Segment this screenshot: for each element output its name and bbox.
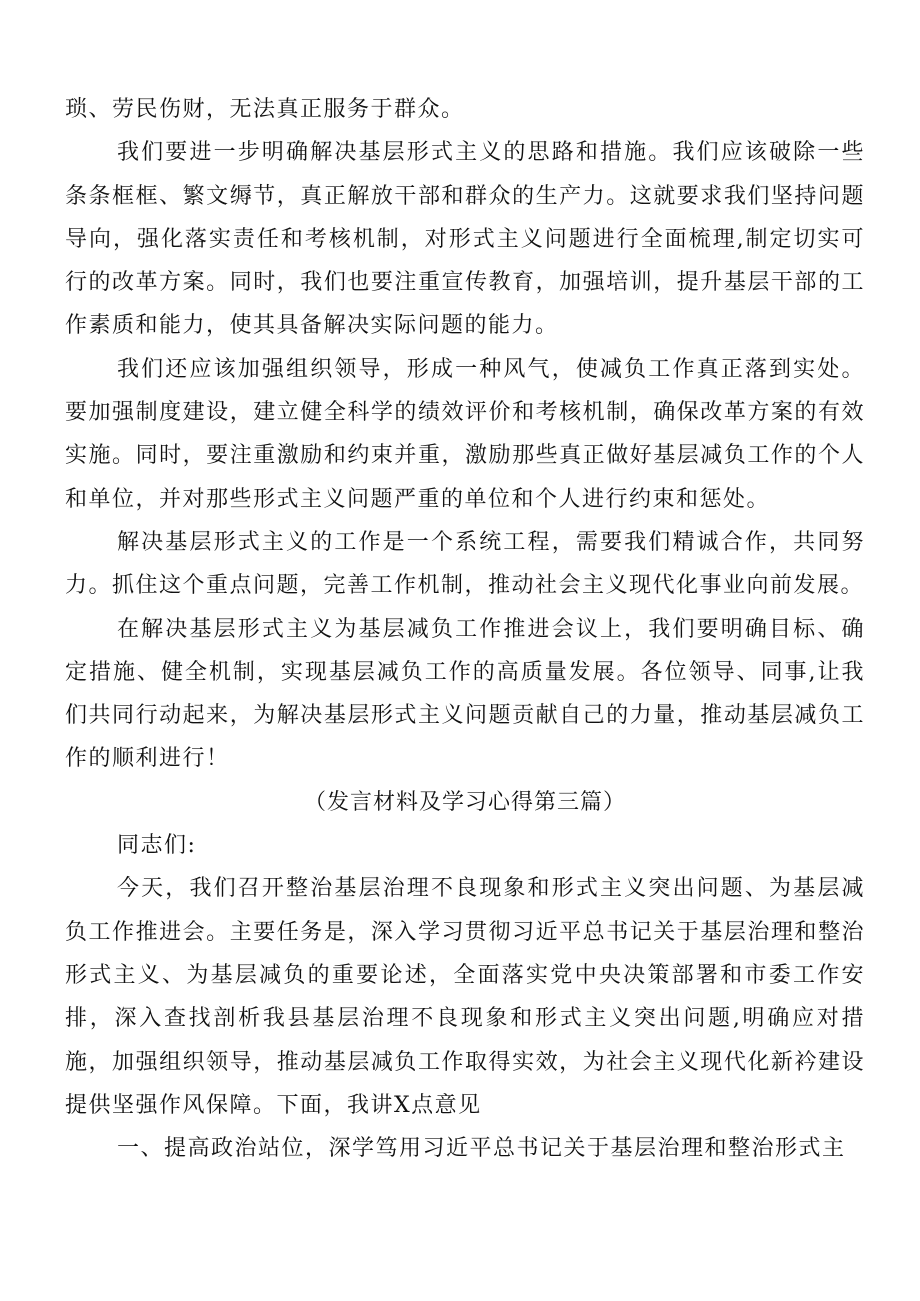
paragraph-system-project: 解决基层形式主义的工作是一个系统工程，需要我们精诚合作，共同努力。抓住这个重点问题，完善工作机制，推动社会主义现代化事业向前发展。 <box>65 529 865 599</box>
heading-point-one: 一、提高政治站位，深学笃用习近平总书记关于基层治理和整治形式主 <box>117 1136 846 1162</box>
paragraph-measures: 我们要进一步明确解决基层形式主义的思路和措施。我们应该破除一些条条框框、繁文缛节，真正解放干部和群众的生产力。这就要求我们坚持问题导向，强化落实责任和考核机制，对形式主义问题进行全面梳理,制定切实可行的改革方案。同时，我们也要注重宣传教育，加强培训，提升基层干部的工作素质和能力，使其具备解决实际问题的能力。 <box>65 140 865 339</box>
paragraph-leadership: 我们还应该加强组织领导，形成一种风气，使减负工作真正落到实处。要加强制度建设，建立健全科学的绩效评价和考核机制，确保改革方案的有效实施。同时，要注重激励和约束并重，激励那些真正做好基层减负工作的个人和单位，并对那些形式主义问题严重的单位和个人进行约束和惩处。 <box>65 356 865 512</box>
paragraph-continuation: 琐、劳民伤财，无法真正服务于群众。 <box>65 97 465 122</box>
paragraph-meeting-intro: 今天，我们召开整治基层治理不良现象和形式主义突出问题、为基层减负工作推进会。主要任务是，深入学习贯彻习近平总书记关于基层治理和整治形式主义、为基层减负的重要论述，全面落实党中央决策部署和市委工作安排，深入查找剖析我县基层治理不良现象和形式主义突出问题,明确应对措施，加强组织领导，推动基层减负工作取得实效，为社会主义现代化新衿建设提供坚强作风保障。下面，我讲X点意见 <box>65 876 865 1118</box>
paragraph-closing: 在解决基层形式主义为基层减负工作推进会议上，我们要明确目标、确定措施、健全机制，实现基层减负工作的高质量发展。各位领导、同事,让我们共同行动起来，为解决基层形式主义问题贡献自己的力量，推动基层减负工作的顺利进行！ <box>65 616 865 772</box>
document-body <box>65 88 865 1170</box>
section-title: （发言材料及学习心得第三篇） <box>303 789 626 815</box>
salutation: 同志们: <box>117 833 197 859</box>
